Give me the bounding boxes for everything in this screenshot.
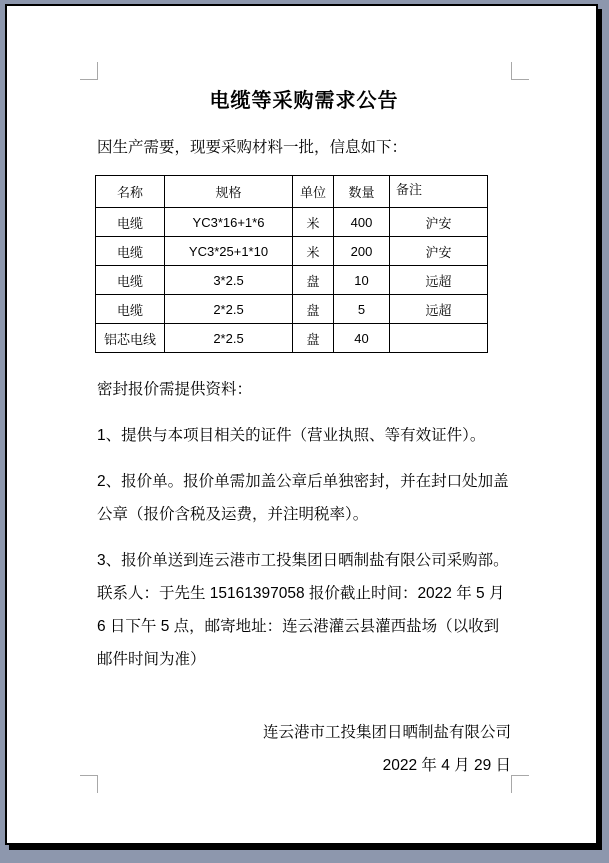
cell-remark <box>390 324 488 353</box>
cell-spec: 2*2.5 <box>165 295 293 324</box>
table-row <box>96 266 488 295</box>
table-row <box>96 208 488 237</box>
cell-unit: 米 <box>293 208 334 237</box>
list-item-2: 2、报价单。报价单需加盖公章后单独密封，并在封口处加盖公章（报价含税及运费，并注明税率）。 <box>97 473 509 523</box>
cell-name: 电缆 <box>96 237 165 266</box>
column-header-name: 名称 <box>96 176 165 208</box>
cell-spec: 3*2.5 <box>165 266 293 295</box>
cell-name: 电缆 <box>96 295 165 324</box>
signature-company: 连云港市工投集团日晒制盐有限公司 <box>262 724 511 741</box>
crop-mark-top-left-icon <box>80 62 98 80</box>
cell-name: 铝芯电线 <box>96 324 165 353</box>
crop-mark-top-right-icon <box>511 62 529 80</box>
cell-unit: 盘 <box>293 295 334 324</box>
cell-quantity: 10 <box>334 266 390 295</box>
crop-mark-bottom-left-icon <box>80 775 98 793</box>
cell-unit: 米 <box>293 237 334 266</box>
document-page <box>5 4 598 845</box>
cell-unit: 盘 <box>293 266 334 295</box>
table-row <box>96 295 488 324</box>
list-item-3: 3、报价单送到连云港市工投集团日晒制盐有限公司采购部。联系人：于先生 15161397058 报价截止时间：2022 年 5 月 6 日下午 5 点，邮寄地址：连云港灌云县灌西盐场（以收到邮件时间为准） <box>97 552 509 668</box>
procurement-table <box>95 175 488 353</box>
cell-unit: 盘 <box>293 324 334 353</box>
requirements-heading: 密封报价需提供资料： <box>97 381 253 398</box>
document-content <box>97 79 511 782</box>
intro-paragraph: 因生产需要，现要采购材料一批，信息如下： <box>97 139 408 156</box>
cell-quantity: 400 <box>334 208 390 237</box>
signature-date: 2022 年 4 月 29 日 <box>382 757 511 774</box>
cell-quantity: 5 <box>334 295 390 324</box>
cell-quantity: 200 <box>334 237 390 266</box>
column-header-unit: 单位 <box>293 176 334 208</box>
list-item-1: 1、提供与本项目相关的证件（营业执照、等有效证件）。 <box>97 427 486 444</box>
cell-remark: 沪安 <box>390 237 488 266</box>
cell-quantity: 40 <box>334 324 390 353</box>
cell-spec: YC3*25+1*10 <box>165 237 293 266</box>
cell-name: 电缆 <box>96 266 165 295</box>
cell-name: 电缆 <box>96 208 165 237</box>
cell-spec: YC3*16+1*6 <box>165 208 293 237</box>
column-header-quantity: 数量 <box>334 176 390 208</box>
cell-remark: 远超 <box>390 295 488 324</box>
table-header-row <box>96 176 488 208</box>
table-row <box>96 324 488 353</box>
column-header-spec: 规格 <box>165 176 293 208</box>
document-title: 电缆等采购需求公告 <box>209 90 399 112</box>
crop-mark-bottom-right-icon <box>511 775 529 793</box>
cell-remark: 沪安 <box>390 208 488 237</box>
cell-remark: 远超 <box>390 266 488 295</box>
table-row <box>96 237 488 266</box>
column-header-remark: 备注 <box>390 176 488 208</box>
cell-spec: 2*2.5 <box>165 324 293 353</box>
